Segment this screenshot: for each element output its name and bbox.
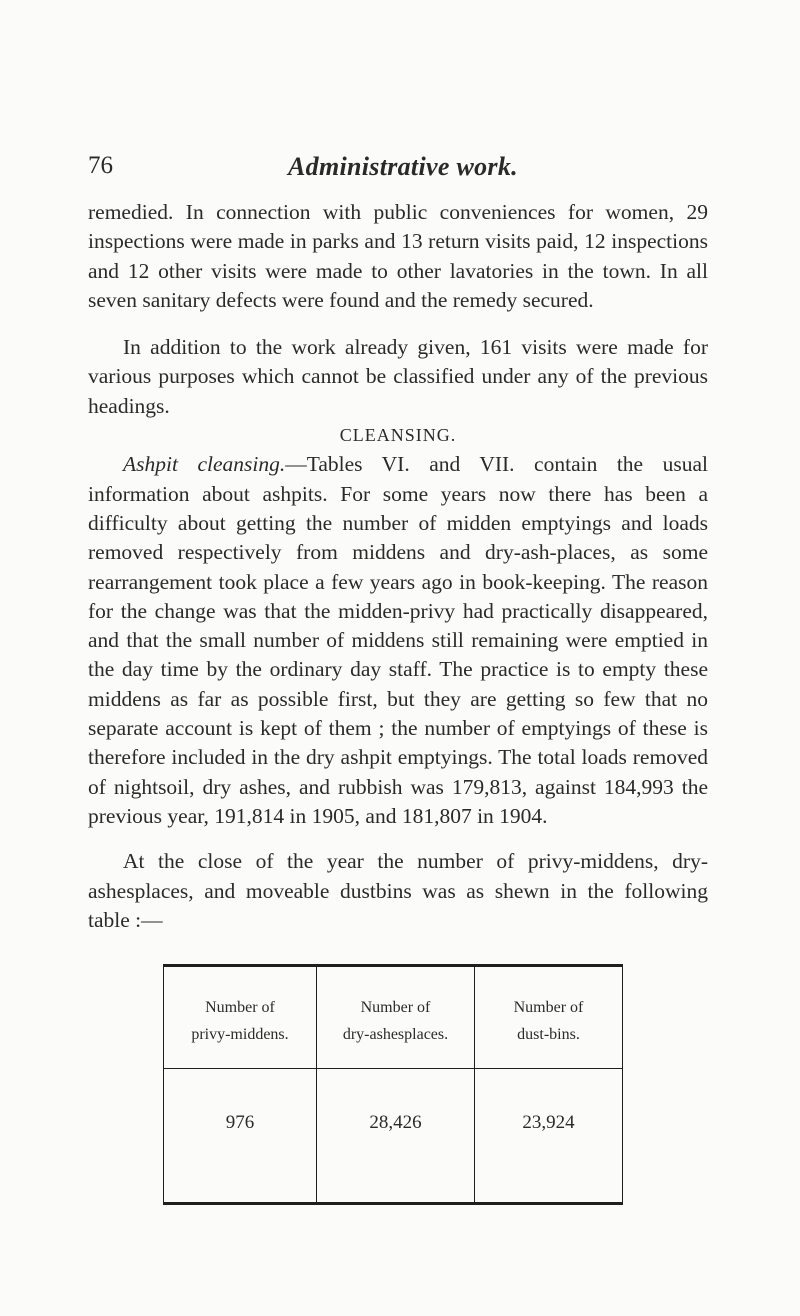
table-header-row [164,966,623,1069]
table-row [164,1069,623,1204]
value-dry-ashesplaces: 28,426 [317,1069,475,1204]
run-in-heading: Ashpit cleansing. [123,452,286,477]
paragraph-ashpit-cleansing [88,450,708,831]
body-text [88,198,708,935]
paragraph-other-visits: In addition to the work already given, 161 visits were made for various purposes which cannot be classified under any of the previous headings. [88,335,708,418]
running-title: Administrative work. [288,152,518,181]
header-line: dry-ashesplaces. [342,1026,449,1043]
value-privy-middens: 976 [164,1069,317,1204]
header-dry-ashesplaces [317,966,475,1069]
page-header [88,152,708,186]
paragraph-table-intro: At the close of the year the number of privy-middens, dry-ashesplaces, and moveable dustbins was as shewn in the following table :— [88,849,708,932]
header-line: privy-middens. [191,1026,289,1043]
page-number: 76 [88,152,113,179]
header-dust-bins [475,966,623,1069]
header-line: Number of [513,999,584,1016]
paragraph-ashpit-text: —Tables VI. and VII. contain the usual information about ashpits. For some years now there has been a difficulty about getting the number of midden emptyings and loads removed respectively from middens and dry-ash-places, as some rearrangement took place a few years ago in book-keeping. The reason for the change was that the midden-privy had practically disappeared, and that the small number of middens still remaining were emptied in the day time by the ordinary day staff. The practice is to empty these middens as far as possible first, but they are getting so few that no separate account is kept of them ; the number of emptyings of these is therefore included in the dry ashpit emptyings. The total loads removed of nightsoil, dry ashes, and rubbish was 179,813, against 184,993 the previous year, 191,814 in 1905, and 181,807 in 1904. [88,452,708,828]
header-line: dust-bins. [517,1026,580,1043]
value-dust-bins: 23,924 [475,1069,623,1204]
section-heading-cleansing: CLEANSING. [339,425,457,446]
header-line: Number of [205,999,275,1016]
header-line: Number of [360,999,431,1016]
header-privy-middens [164,966,317,1069]
counts-table [163,964,623,1205]
counts-table-wrapper [163,964,623,1205]
paragraph-conveniences: remedied. In connection with public conveniences for women, 29 inspections were made in parks and 13 return visits paid, 12 inspections and 12 other visits were made to other lavatories in the town. In all seven sanitary defects were found and the remedy secured. [88,200,708,312]
